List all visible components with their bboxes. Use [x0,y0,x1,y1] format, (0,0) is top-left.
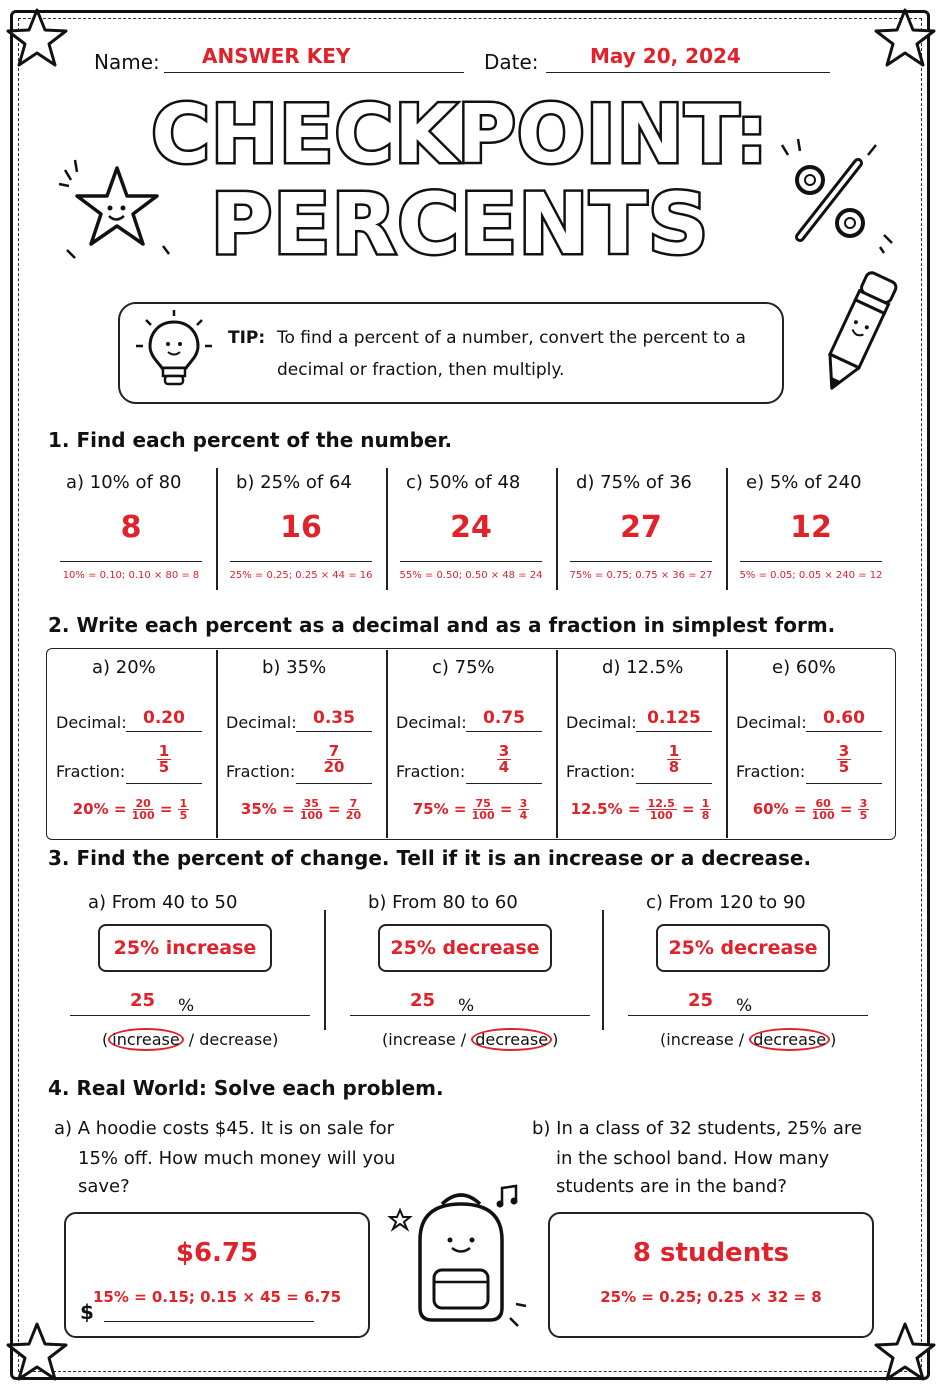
numerator: 3 [838,742,850,760]
decimal-label: Decimal: [226,713,297,732]
answer-line [636,782,712,784]
answer-line [126,730,202,732]
s2-decimal: 0.75 [483,708,525,728]
column-divider [386,650,388,838]
problem-a-line3: save? [78,1176,130,1197]
answer-line [60,560,202,562]
work-percent: 60% [752,800,789,818]
increase-decrease-choice: (increase / decrease ) [660,1030,837,1049]
s1-answer: 8 [120,510,142,545]
numerator: 7 [328,742,340,760]
percent-sign: % [736,996,753,1016]
answer-line [296,782,372,784]
page-title-line2: PERCENTS [210,175,710,273]
star-icon [872,6,938,72]
star-icon [4,6,70,72]
problem-b-line1: b) In a class of 32 students, 25% are [532,1118,862,1139]
numerator: 3 [519,797,528,810]
denominator: 5 [179,809,188,822]
s1-question: b) 25% of 64 [236,472,352,493]
answer-line [230,560,372,562]
star-icon [872,1320,938,1386]
denominator: 20 [323,758,345,776]
denominator: 100 [811,809,835,822]
problem-b-answer: 8 students [632,1238,790,1268]
s3-answer-box: 25% decrease [656,924,830,972]
decimal-label: Decimal: [736,713,807,732]
s1-answer: 27 [620,510,662,545]
s1-answer: 24 [450,510,492,545]
decrease-option: decrease [199,1030,273,1049]
tip-line2: decimal or fraction, then multiply. [277,360,565,380]
fraction-label: Fraction: [566,762,636,781]
column-divider [726,468,728,590]
s2-fraction [806,744,882,775]
s2-question: e) 60% [772,657,836,678]
star-icon [4,1320,70,1386]
s2-work: 12.5% = $\frac{12.5}{100}$ = $\frac{1}{8}$ [570,797,710,822]
date-line [546,70,830,73]
section3-heading: 3. Find the percent of change. Tell if it is an increase or a decrease. [48,846,812,870]
answer-line [126,782,202,784]
s2-question: c) 75% [432,657,495,678]
denominator: 100 [299,809,323,822]
s3-value: 25 [410,990,436,1011]
s2-fraction [636,744,712,775]
s3-question: a) From 40 to 50 [88,892,238,913]
s1-question: c) 50% of 48 [406,472,521,493]
problem-b-answer-box [548,1212,874,1338]
s3-value: 25 [130,990,156,1011]
fraction-label: Fraction: [736,762,806,781]
denominator: 5 [838,758,850,776]
answer-line [466,730,542,732]
column-divider [216,650,218,838]
denominator: 5 [158,758,170,776]
tip-line1: To find a percent of a number, convert the percent to a [277,328,746,348]
lightbulb-icon [134,308,214,394]
denominator: 4 [519,809,528,822]
decrease-option: decrease [471,1028,552,1051]
answer-line [104,1320,314,1322]
s1-question: d) 75% of 36 [576,472,692,493]
numerator: 1 [701,797,710,810]
name-label: Name: [94,50,160,74]
answer-line [570,560,712,562]
s1-question: e) 5% of 240 [746,472,862,493]
column-divider [556,468,558,590]
answer-line [296,730,372,732]
increase-option: increase [388,1030,456,1049]
s1-work: 55% = 0.50; 0.50 × 48 = 24 [399,570,543,581]
percent-icon [772,135,902,255]
problem-b-line2: in the school band. How many [556,1148,830,1169]
increase-decrease-choice: (increase / decrease ) [382,1030,559,1049]
denominator: 4 [498,758,510,776]
s1-work: 25% = 0.25; 0.25 × 44 = 16 [229,570,373,581]
date-label: Date: [484,50,539,74]
problem-a-work: 15% = 0.15; 0.15 × 45 = 6.75 [92,1288,342,1306]
s3-question: b) From 80 to 60 [368,892,518,913]
problem-a-answer: $6.75 [175,1238,259,1268]
column-divider [386,468,388,590]
problem-a-line2: 15% off. How much money will you [78,1148,396,1169]
s2-work: 60% = $\frac{60}{100}$ = $\frac{3}{5}$ [752,797,868,822]
denominator: 20 [345,809,362,822]
denominator: 100 [471,809,495,822]
s2-decimal: 0.60 [823,708,865,728]
s2-work: 35% = $\frac{35}{100}$ = $\frac{7}{20}$ [240,797,362,822]
fraction-label: Fraction: [396,762,466,781]
answer-line [636,730,712,732]
problem-a-line1: a) A hoodie costs $45. It is on sale for [54,1118,394,1139]
decimal-label: Decimal: [566,713,637,732]
fraction-label: Fraction: [226,762,296,781]
numerator: 12.5 [647,797,675,810]
problem-b-line3: students are in the band? [556,1176,787,1197]
numerator: 3 [498,742,510,760]
work-percent: 35% [240,800,277,818]
fraction-label: Fraction: [56,762,126,781]
s2-fraction [126,744,202,775]
increase-decrease-choice: ( increase / decrease) [102,1030,279,1049]
denominator: 5 [859,809,868,822]
column-divider [216,468,218,590]
s2-question: a) 20% [92,657,156,678]
tip-box [118,302,784,404]
s3-value: 25 [688,990,714,1011]
answer-line [466,782,542,784]
s2-decimal: 0.35 [313,708,355,728]
column-divider [602,910,604,1030]
s1-work: 75% = 0.75; 0.75 × 36 = 27 [569,570,713,581]
numerator: 60 [815,797,831,810]
work-percent: 20% [72,800,109,818]
denominator: 8 [701,809,710,822]
increase-option: increase [666,1030,734,1049]
s2-question: d) 12.5% [602,657,684,678]
decimal-label: Decimal: [396,713,467,732]
numerator: 1 [179,797,188,810]
s2-question: b) 35% [262,657,327,678]
answer-line [806,730,882,732]
s1-answer: 12 [790,510,832,545]
s2-decimal: 0.20 [143,708,185,728]
pencil-icon [808,262,908,402]
denominator: 100 [131,809,155,822]
numerator: 1 [668,742,680,760]
answer-line [740,560,882,562]
s1-work: 5% = 0.05; 0.05 × 240 = 12 [739,570,883,581]
column-divider [726,650,728,838]
music-note-icon [494,1184,524,1210]
s1-work: 10% = 0.10; 0.10 × 80 = 8 [62,570,200,581]
s2-work: 75% = $\frac{75}{100}$ = $\frac{3}{4}$ [412,797,528,822]
star-face-icon [55,150,175,270]
s3-answer-box: 25% decrease [378,924,552,972]
s1-question: a) 10% of 80 [66,472,182,493]
name-line [164,70,464,73]
answer-line [400,560,542,562]
s2-work: 20% = $\frac{20}{100}$ = $\frac{1}{5}$ [72,797,188,822]
s2-fraction [296,744,372,775]
s3-answer-box: 25% increase [98,924,272,972]
denominator: 100 [649,809,673,822]
column-divider [324,910,326,1030]
denominator: 8 [668,758,680,776]
decimal-label: Decimal: [56,713,127,732]
s2-decimal: 0.125 [647,708,701,728]
numerator: 75 [475,797,491,810]
dollar-sign: $ [80,1300,94,1324]
percent-sign: % [458,996,475,1016]
numerator: 7 [349,797,358,810]
decrease-option: decrease [749,1028,830,1051]
work-percent: 75% [412,800,449,818]
column-divider [556,650,558,838]
name-value: ANSWER KEY [202,44,351,68]
s3-question: c) From 120 to 90 [646,892,806,913]
tip-label: TIP: [228,328,266,348]
percent-sign: % [178,996,195,1016]
numerator: 35 [303,797,319,810]
page-title-line1: CHECKPOINT: [151,88,769,181]
numerator: 3 [859,797,868,810]
section4-heading: 4. Real World: Solve each problem. [48,1076,444,1100]
s2-fraction [466,744,542,775]
work-percent: 12.5% [570,800,623,818]
s1-answer: 16 [280,510,322,545]
section2-heading: 2. Write each percent as a decimal and as a fraction in simplest form. [48,613,836,637]
section1-heading: 1. Find each percent of the number. [48,428,453,452]
answer-line [806,782,882,784]
increase-option: increase [108,1028,183,1051]
problem-b-work: 25% = 0.25; 0.25 × 32 = 8 [600,1288,822,1306]
numerator: 1 [158,742,170,760]
numerator: 20 [135,797,151,810]
date-value: May 20, 2024 [590,44,741,68]
